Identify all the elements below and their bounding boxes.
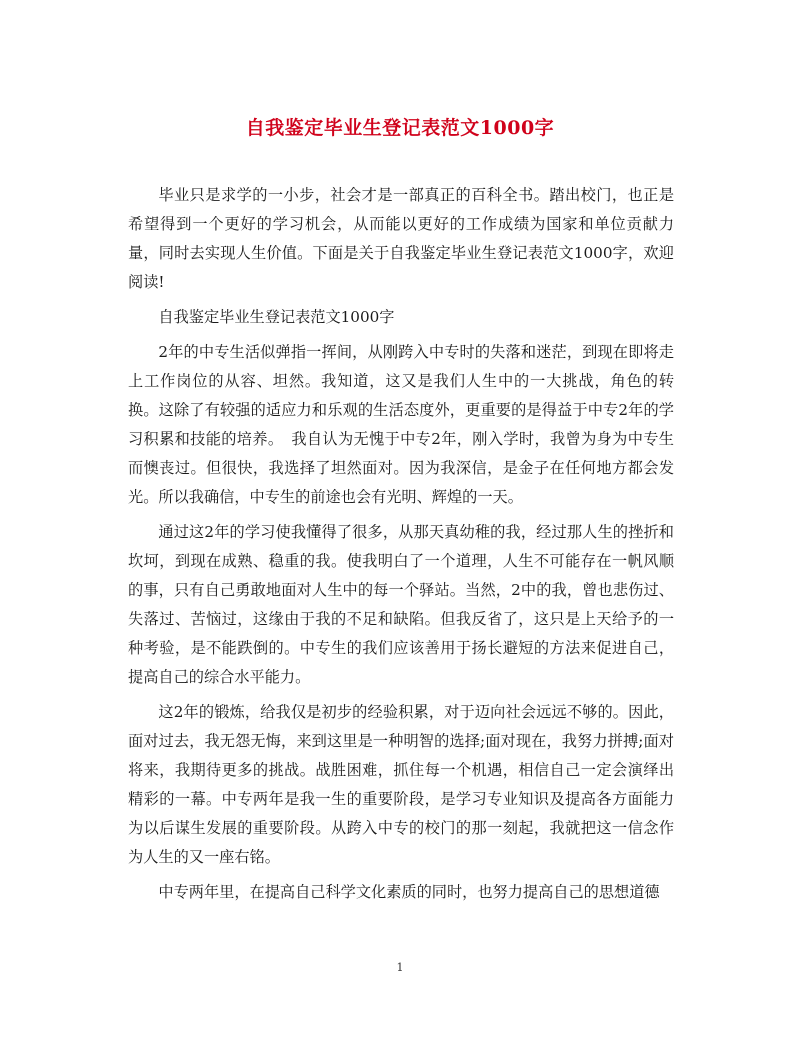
document-body <box>128 181 674 913</box>
paragraph-body-4: 中专两年里，在提高自己科学文化素质的同时，也努力提高自己的思想道德 <box>158 883 660 901</box>
paragraph-subtitle: 自我鉴定毕业生登记表范文1000字 <box>158 308 395 326</box>
paragraph-body-1: 2年的中专生活似弹指一挥间，从刚跨入中专时的失落和迷茫，到现在即将走上工作岗位的从容、坦然。我知道，这又是我们人生中的一大挑战，角色的转换。这除了有较强的适应力和乐观的生活态度外，更重要的是得益于中专2年的学习积累和技能的培养。 我自认为无愧于中专2年，刚入学时，我曾为身为中专生而懊丧过。但很快，我选择了坦然面对。因为我深信，是金子在任何地方都会发光。所以我确信，中专生的前途也会有光明、辉煌的一天。 <box>128 343 674 506</box>
paragraph-intro: 毕业只是求学的一小步，社会才是一部真正的百科全书。踏出校门，也正是希望得到一个更好的学习机会，从而能以更好的工作成绩为国家和单位贡献力量，同时去实现人生价值。下面是关于自我鉴定毕业生登记表范文1000字，欢迎阅读! <box>128 186 674 291</box>
page-number: 1 <box>396 961 404 974</box>
document-title: 自我鉴定毕业生登记表范文1000字 <box>245 117 555 139</box>
paragraph-body-2: 通过这2年的学习使我懂得了很多，从那天真幼稚的我，经过那人生的挫折和坎坷，到现在成熟、稳重的我。使我明白了一个道理，人生不可能存在一帆风顺的事，只有自己勇敢地面对人生中的每一个驿站。当然，2中的我，曾也悲伤过、失落过、苦恼过，这缘由于我的不足和缺陷。但我反省了，这只是上天给予的一种考验，是不能跌倒的。中专生的我们应该善用于扬长避短的方法来促进自己，提高自己的综合水平能力。 <box>128 523 674 686</box>
paragraph-body-3: 这2年的锻炼，给我仅是初步的经验积累，对于迈向社会远远不够的。因此，面对过去，我无怨无悔，来到这里是一种明智的选择;面对现在，我努力拼搏;面对将来，我期待更多的挑战。战胜困难，抓住每一个机遇，相信自己一定会演绎出精彩的一幕。中专两年是我一生的重要阶段，是学习专业知识及提高各方面能力为以后谋生发展的重要阶段。从跨入中专的校门的那一刻起，我就把这一信念作为人生的又一座右铭。 <box>128 703 674 866</box>
